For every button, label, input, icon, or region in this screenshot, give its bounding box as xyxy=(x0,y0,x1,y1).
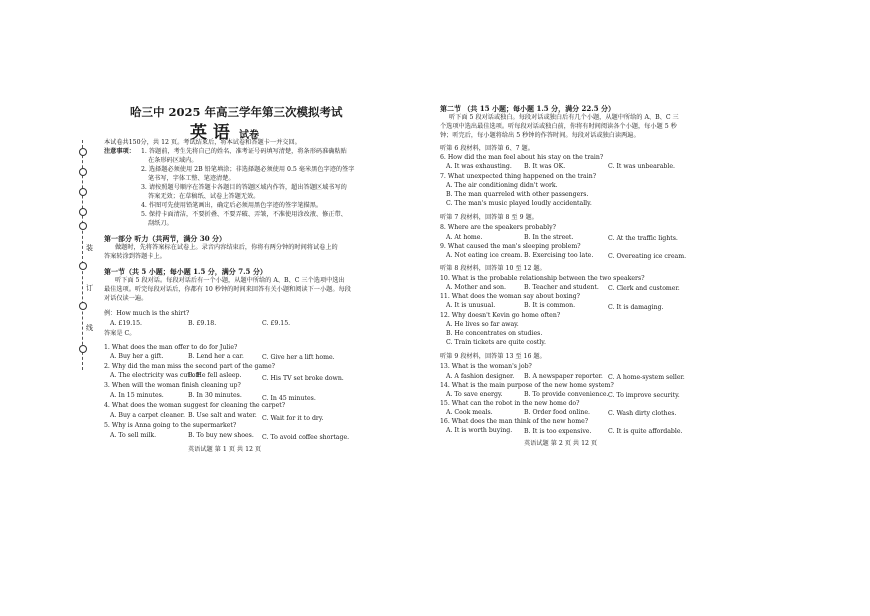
question: 14. What is the main purpose of the new home system? xyxy=(440,382,614,389)
example-option: B. £9.18. xyxy=(188,320,217,327)
binding-hole xyxy=(79,208,87,216)
option-a: A. Buy her a gift. xyxy=(110,353,164,360)
question: 3. When will the woman finish cleaning up? xyxy=(104,382,241,389)
group-label: 听第 7 段材料，回答第 8 至 9 题。 xyxy=(440,214,538,221)
example-option: A. £19.15. xyxy=(110,320,143,327)
option-b: B. Exercising too late. xyxy=(524,252,594,259)
option-c: C. The man's music played loudly accidentally. xyxy=(446,200,592,207)
question: 6. How did the man feel about his stay on the train? xyxy=(440,154,604,161)
option-c: C. Overeating ice cream. xyxy=(608,253,687,260)
question: 2. Why did the man miss the second part of the game? xyxy=(104,363,275,370)
option-c: C. Give her a lift home. xyxy=(262,354,335,361)
question: 4. What does the woman suggest for cleaning the carpet? xyxy=(104,402,286,409)
option-a: A. To sell milk. xyxy=(110,432,157,439)
binding-hole xyxy=(79,188,87,196)
option-a: A. The air conditioning didn't work. xyxy=(446,182,558,189)
note-line: 3. 请按照题号顺序在答题卡各题目的答题区域内作答，超出答题区域书写的 xyxy=(141,184,347,191)
example-answer: 答案是 C。 xyxy=(104,330,136,337)
exam-intro: 本试卷共150分，共 12 页。考试结束后，将本试卷和答题卡一并交回。 xyxy=(104,139,301,146)
binding-char: 装 xyxy=(86,244,93,252)
part1-instruction: 做题时，先将答案标在试卷上。录音内容结束后，你将有两分钟的时间将试卷上的 xyxy=(115,244,338,251)
example-option: C. £9.15. xyxy=(262,320,291,327)
group-label: 听第 9 段材料，回答第 13 至 16 题。 xyxy=(440,353,546,360)
option-c: C. A home-system seller. xyxy=(608,374,685,381)
note-line: 4. 作图可先使用铅笔画出，确定后必须用黑色字迹的签字笔描黑。 xyxy=(141,202,323,209)
option-c: C. Wash dirty clothes. xyxy=(608,410,677,417)
section2-instruction: 钟；听完后，每小题将给出 5 秒钟的作答时间。每段对话或独白读两遍。 xyxy=(440,132,640,139)
option-c: C. It is quite affordable. xyxy=(608,428,683,435)
binding-hole xyxy=(79,222,87,230)
option-a: A. It is unusual. xyxy=(446,302,496,309)
option-c: C. Clerk and customer. xyxy=(608,285,680,292)
page-footer: 英语试题 第 1 页 共 12 页 xyxy=(188,446,262,453)
option-a: A. Cook meals. xyxy=(446,409,493,416)
binding-hole xyxy=(79,345,87,353)
option-b: B. To buy new shoes. xyxy=(188,432,254,439)
note-line: 5. 保持卡面清洁，不要折叠、不要弄破、弄皱，不准使用涂改液、修正带、 xyxy=(141,211,347,218)
note-line: 在条形码区域内。 xyxy=(148,157,198,164)
option-c: C. In 45 minutes. xyxy=(262,395,316,402)
option-c: C. To avoid coffee shortage. xyxy=(262,434,350,441)
section1-instruction: 最佳选项。听完每段对话后，你都有 10 秒钟的时间来回答有关小题和阅读下一小题。每段 xyxy=(104,286,351,293)
question: 7. What unexpected thing happened on the train? xyxy=(440,173,597,180)
option-c: C. It is damaging. xyxy=(608,304,664,311)
option-a: A. Not eating ice cream. xyxy=(446,252,523,259)
group-label: 听第 8 段材料，回答第 10 至 12 题。 xyxy=(440,265,546,272)
option-c: C. At the traffic lights. xyxy=(608,235,678,242)
note-line: 1. 答题前，考生先将自己的姓名、准考证号码填写清楚，将条形码准确粘贴 xyxy=(141,148,347,155)
option-b: B. Order food online. xyxy=(524,409,591,416)
option-a: A. The electricity was cut off. xyxy=(110,372,202,379)
section1-instruction: 对话仅读一遍。 xyxy=(104,295,148,302)
subject-suffix: 试卷 xyxy=(239,130,260,141)
group-label: 听第 6 段材料，回答第 6、7 题。 xyxy=(440,145,534,152)
question: 15. What can the robot in the new home do? xyxy=(440,400,580,407)
example-question: 例：How much is the shirt? xyxy=(104,310,190,317)
note-line: 笔书写，字体工整、笔迹清楚。 xyxy=(148,175,235,182)
option-b: B. He concentrates on studies. xyxy=(446,330,543,337)
option-b: B. In the street. xyxy=(524,234,574,241)
exam-page-2 xyxy=(440,0,870,616)
question: 12. Why doesn't Kevin go home often? xyxy=(440,312,561,319)
option-a: A. Mother and son. xyxy=(446,284,506,291)
option-c: C. Wait for it to dry. xyxy=(262,415,324,422)
option-a: A. It is worth buying. xyxy=(446,427,513,434)
question: 11. What does the woman say about boxing? xyxy=(440,293,580,300)
part1-instruction: 答案转涂到答题卡上。 xyxy=(104,253,166,260)
option-b: B. Teacher and student. xyxy=(524,284,599,291)
option-a: A. He lives so far away. xyxy=(446,321,519,328)
question: 8. Where are the speakers probably? xyxy=(440,224,556,231)
option-b: B. A newspaper reporter. xyxy=(524,373,603,380)
option-b: B. In 30 minutes. xyxy=(188,392,242,399)
subject-name: 英 语 xyxy=(190,123,230,143)
option-c: C. It was unbearable. xyxy=(608,163,675,170)
option-b: B. The man quarreled with other passengers. xyxy=(446,191,589,198)
binding-hole xyxy=(79,262,87,270)
note-line: 2. 选择题必须使用 2B 铅笔填涂；非选择题必须使用 0.5 毫米黑色字迹的签字 xyxy=(141,166,355,173)
option-b: B. It is common. xyxy=(524,302,576,309)
binding-char: 订 xyxy=(86,284,93,292)
option-c: C. His TV set broke down. xyxy=(262,375,344,382)
section2-instruction: 个选项中选出最佳选项。听每段对话或独白前，你将有时间阅读各个小题，每小题 5 秒 xyxy=(440,123,677,130)
binding-hole xyxy=(79,302,87,310)
page-footer: 英语试题 第 2 页 共 12 页 xyxy=(524,440,598,447)
binding-char: 线 xyxy=(86,324,93,332)
section1-instruction: 听下面 5 段对话。每段对话后有一个小题，从题中所给的 A、B、C 三个选项中选出 xyxy=(115,277,345,284)
note-line: 答案无效；在草稿纸、试卷上答题无效。 xyxy=(148,193,260,200)
option-a: A. To save energy. xyxy=(446,391,503,398)
option-c: C. Train tickets are quite costly. xyxy=(446,339,546,346)
question: 16. What does the man think of the new home? xyxy=(440,418,589,425)
question: 1. What does the man offer to do for Julie? xyxy=(104,344,238,351)
option-b: B. Use salt and water. xyxy=(188,412,257,419)
option-b: B. Lend her a car. xyxy=(188,353,244,360)
option-c: C. To improve security. xyxy=(608,392,680,399)
question: 10. What is the probable relationship between the two speakers? xyxy=(440,275,645,282)
binding-hole xyxy=(79,168,87,176)
part1-heading: 第一部分 听力（共两节，满分 30 分） xyxy=(104,234,227,243)
question: 13. What is the woman's job? xyxy=(440,363,532,370)
section2-heading: 第二节 （共 15 小题；每小题 1.5 分，满分 22.5 分） xyxy=(440,104,616,113)
option-a: A. At home. xyxy=(446,234,483,241)
section1-heading: 第一节（共 5 小题；每小题 1.5 分，满分 7.5 分） xyxy=(104,267,267,276)
question: 9. What caused the man's sleeping problem? xyxy=(440,243,581,250)
notes-label: 注意事项： xyxy=(104,148,135,155)
option-a: A. It was exhausting. xyxy=(446,163,512,170)
option-b: B. To provide convenience. xyxy=(524,391,609,398)
option-b: B. It is too expensive. xyxy=(524,428,592,435)
option-a: A. Buy a carpet cleaner. xyxy=(110,412,185,419)
note-line: 刮纸刀。 xyxy=(148,220,173,227)
question: 5. Why is Anna going to the supermarket? xyxy=(104,422,237,429)
exam-school-title: 哈三中 2025 年高三学年第三次模拟考试 xyxy=(130,105,343,119)
option-b: B. He fell asleep. xyxy=(188,372,242,379)
section2-instruction: 听下面 5 段对话或独白。每段对话或独白后有几个小题，从题中所给的 A、B、C 三 xyxy=(449,114,679,121)
option-a: A. A fashion designer. xyxy=(446,373,515,380)
binding-hole xyxy=(79,148,87,156)
option-a: A. In 15 minutes. xyxy=(110,392,164,399)
option-b: B. It was OK. xyxy=(524,163,566,170)
